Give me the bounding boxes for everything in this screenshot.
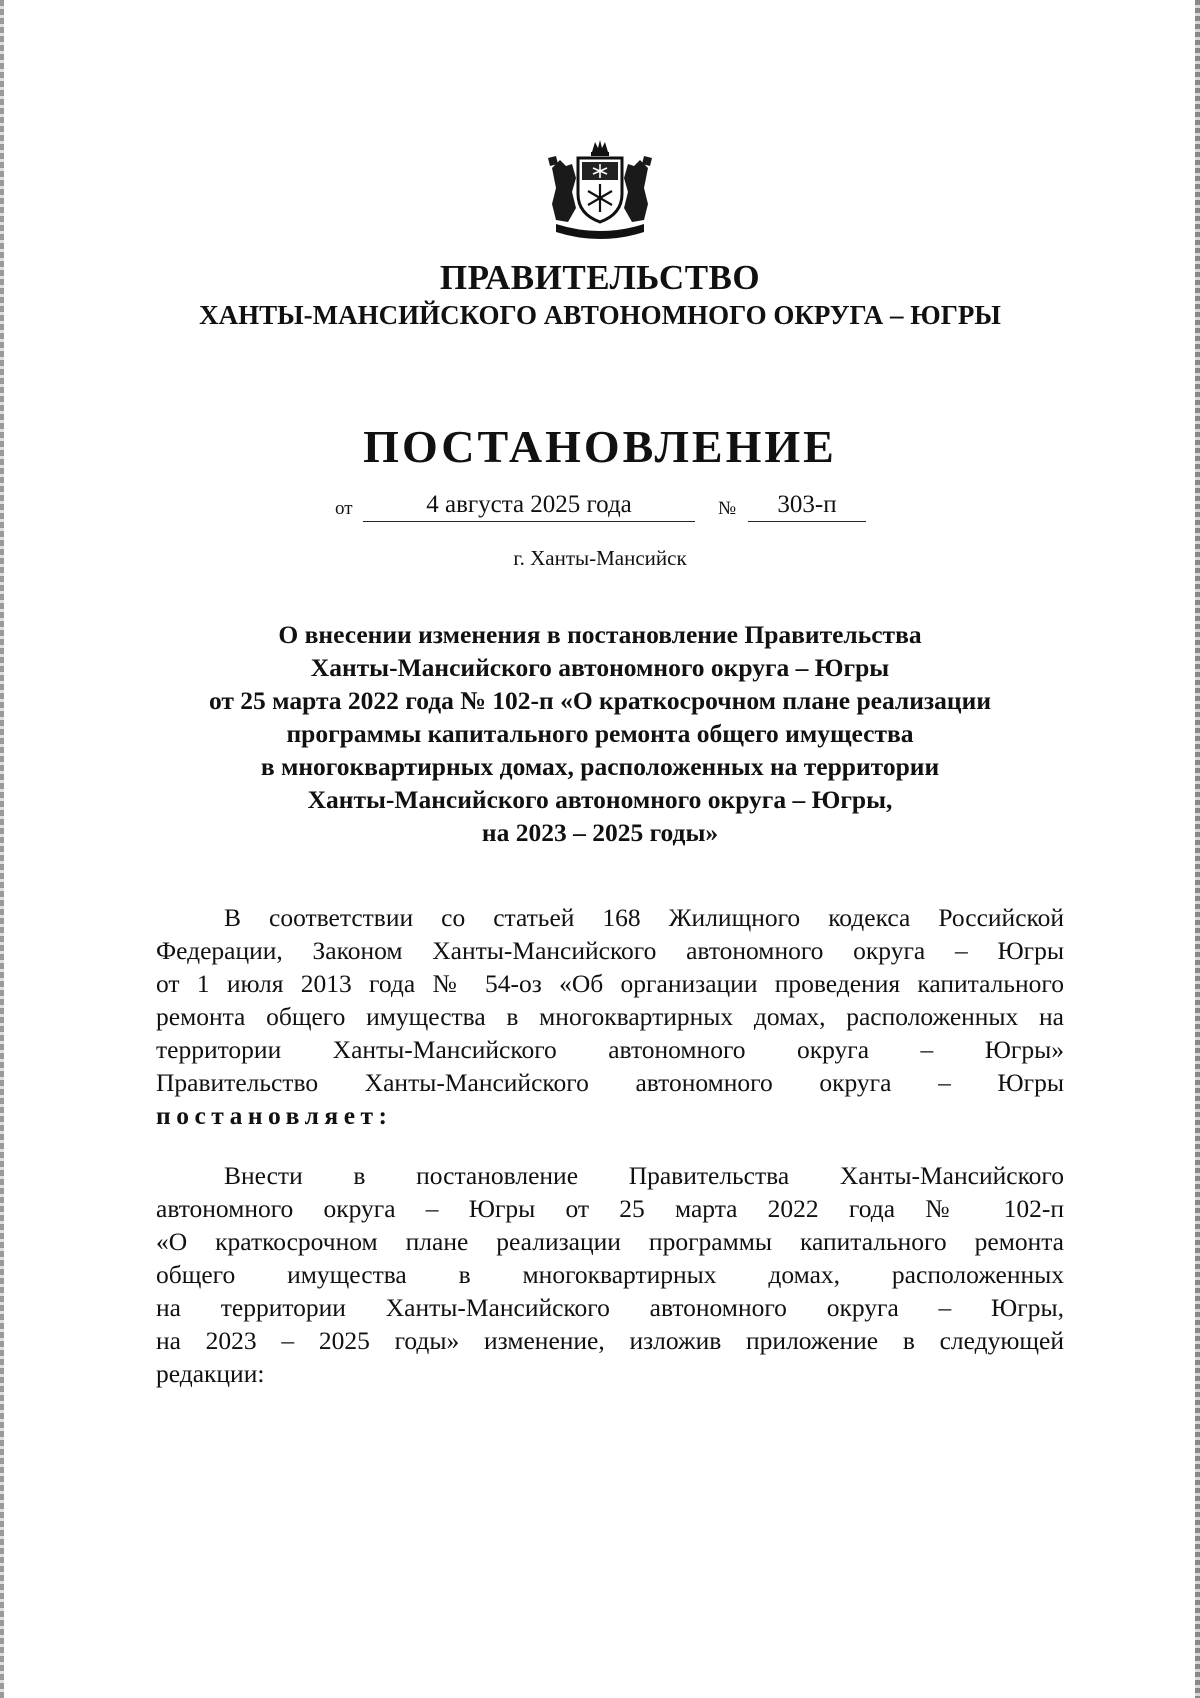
paragraph-line: редакции: xyxy=(156,1359,265,1388)
title-line: Ханты-Мансийского автономного округа – Югры, xyxy=(307,785,893,814)
resolves-line xyxy=(156,1100,1064,1132)
scan-edge-right xyxy=(1195,0,1200,1698)
paragraph-line: Правительство Ханты-Мансийского автономного округа – Югры xyxy=(156,1068,1064,1097)
title-line: программы капитального ремонта общего имущества xyxy=(286,719,914,748)
city-name: г. Ханты-Мансийск xyxy=(513,546,687,570)
document-type: ПОСТАНОВЛЕНИЕ xyxy=(363,421,837,472)
title-line: О внесении изменения в постановление Правительства xyxy=(278,620,922,649)
title-line: в многоквартирных домах, расположенных на территории xyxy=(260,752,940,781)
paragraph-line: на территории Ханты-Мансийского автономного округа – Югры, xyxy=(156,1293,1064,1322)
from-label: от xyxy=(335,498,353,519)
coat-of-arms-emblem xyxy=(542,138,658,246)
paragraph-line: «О краткосрочном плане реализации программы капитального ремонта xyxy=(156,1227,1064,1256)
document-number: 303-п xyxy=(748,488,866,522)
paragraph-line: ремонта общего имущества в многоквартирных домах, расположенных на xyxy=(156,1002,1064,1031)
paragraph-line: территории Ханты-Мансийского автономного округа – Югры» xyxy=(156,1035,1064,1064)
document-date: 4 августа 2025 года xyxy=(363,488,695,522)
title-line: от 25 марта 2022 года № 102-п «О краткосрочном плане реализации xyxy=(208,686,992,715)
scan-edge-left xyxy=(0,0,4,1698)
paragraph-line: Внести в постановление Правительства Ханты-Мансийского xyxy=(224,1161,1064,1190)
government-title: ПРАВИТЕЛЬСТВО xyxy=(439,258,761,297)
paragraph-line: Федерации, Законом Ханты-Мансийского автономного округа – Югры xyxy=(156,936,1064,965)
paragraph-line: от 1 июля 2013 года № 54-оз «Об организации проведения капитального xyxy=(156,969,1064,998)
title-line: Ханты-Мансийского автономного округа – Югры xyxy=(310,653,890,682)
region-title: ХАНТЫ-МАНСИЙСКОГО АВТОНОМНОГО ОКРУГА – ЮГРЫ xyxy=(199,300,1001,330)
title-line: на 2023 – 2025 годы» xyxy=(481,818,719,847)
number-label: № xyxy=(718,498,737,519)
resolves-word: постановляет: xyxy=(156,1101,393,1130)
paragraph-line: общего имущества в многоквартирных домах, расположенных xyxy=(156,1260,1064,1289)
paragraph-line: автономного округа – Югры от 25 марта 2022 года № 102-п xyxy=(156,1194,1064,1223)
paragraph-line: В соответствии со статьей 168 Жилищного кодекса Российской xyxy=(224,903,1064,932)
paragraph-line: на 2023 – 2025 годы» изменение, изложив приложение в следующей xyxy=(156,1326,1064,1355)
